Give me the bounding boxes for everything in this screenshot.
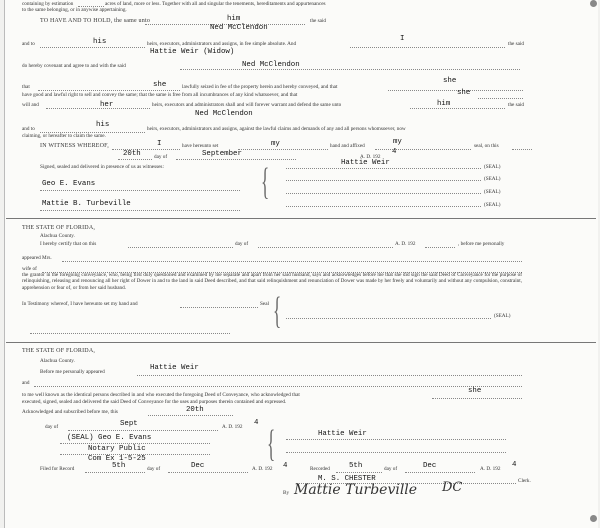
witness-2-signature: Mattie B. Turbeville xyxy=(42,200,131,208)
good-right-text: have good and lawful right to sell and convey the same; that the same is free from all incumbrances of any kind whatsoever, and that xyxy=(22,92,298,98)
that-blank xyxy=(388,90,523,91)
ack-sig-line xyxy=(286,439,506,440)
deputy-clerk-initials: DC xyxy=(442,480,463,495)
in-witness-text: IN WITNESS WHEREOF, xyxy=(40,143,109,149)
she-3: she xyxy=(457,89,471,97)
wife-sig-line xyxy=(286,318,491,319)
will-and-text: will and xyxy=(22,102,39,108)
sig-line-1 xyxy=(286,168,481,169)
ack-she: she xyxy=(468,387,482,395)
and-to-1: and to xyxy=(22,41,35,47)
sig-line-2 xyxy=(286,180,481,181)
ack-before-text: Before me personally appeared xyxy=(40,369,105,375)
ack-county: Alachua County. xyxy=(40,358,75,364)
ack-and-text: and xyxy=(22,380,30,386)
ack-sig-line-2 xyxy=(286,452,506,453)
ack-grantor-signature: Hattie Weir xyxy=(318,430,367,438)
rec-month-blank xyxy=(405,472,475,473)
and-blank xyxy=(350,47,505,48)
rec-month: Dec xyxy=(423,462,437,470)
notary-seal-signature: (SEAL) Geo E. Evans xyxy=(67,434,152,442)
notary-line-1 xyxy=(60,443,210,444)
his-2: his xyxy=(96,121,110,129)
wife-before-text: , before me personally xyxy=(458,241,505,247)
clerk-name: M. S. CHESTER xyxy=(318,475,376,483)
seal-blank xyxy=(512,149,532,150)
ack-and-blank xyxy=(34,386,522,387)
punch-hole-bottom xyxy=(590,515,597,522)
grantee-pronoun-him: him xyxy=(227,15,241,23)
punch-hole-top xyxy=(590,0,597,7)
ack-brace: { xyxy=(267,423,276,465)
filed-day-blank xyxy=(85,472,145,473)
his-blank xyxy=(40,47,145,48)
wife-seal-word: Seal xyxy=(260,301,269,307)
wife-appeared-text: appeared Mrs. xyxy=(22,255,52,261)
whatsoever-blank xyxy=(478,98,523,99)
day-of-1: day of xyxy=(154,154,168,160)
grantee-name-2: Ned McClendon xyxy=(242,61,300,69)
wife-day-of: day of xyxy=(235,241,249,247)
section-divider-2 xyxy=(6,342,596,343)
filed-year: 4 xyxy=(283,462,288,470)
notary-commission: Com Ex 1-5-25 xyxy=(88,455,146,463)
him-2: him xyxy=(437,100,451,108)
wife-name-blank xyxy=(62,261,522,262)
grantor-i-2: I xyxy=(157,140,162,148)
witness-brace: { xyxy=(261,161,270,203)
grantor-signature-1: Hattie Weir xyxy=(341,159,390,167)
grantor-i-1: I xyxy=(400,35,405,43)
signed-sealed-label: Signed, sealed and delivered in presence of us as witnesses: xyxy=(40,164,164,170)
ack-body-1: to me well known as the identical persons described in and who executed the foregoing Deed of Conveyance, who acknowledged that xyxy=(22,392,300,398)
that-1: that xyxy=(22,84,30,90)
wife-testimony-text: In Testimony whereof, I have hereunto set my hand and xyxy=(22,301,138,307)
ack-month: Sept xyxy=(120,420,138,428)
seized-text: lawfully seized in fee of the property herein and hereby conveyed, and that xyxy=(182,84,338,90)
ack-name-blank xyxy=(137,375,522,376)
filed-day-of: day of xyxy=(147,466,161,472)
claiming-text: claiming, or hereafter to claim the same. xyxy=(22,133,106,139)
clerk-label: Clerk. xyxy=(518,478,531,484)
seal-4: (SEAL) xyxy=(484,202,501,208)
wife-body-text: the grantor in the foregoing conveyance, who, being first duly questioned and examined by me separate and apart from her said husband, says and acknowledges before me that she did sign the said Deed of Conveyance for the purpose of relinquishing, releasing and renouncing all her right of Dower in and to the land in said Deed described, and that said relinquishment and renunciation of Dower was made by her freely and voluntarily and without any compulsion, constraint, apprehension or fear of, or from her said husband. xyxy=(22,272,522,291)
seal-on-this-text: seal, on this xyxy=(474,143,499,149)
ack-body-2: executed, signed, sealed and delivered the said Deed of Conveyance for the uses and purposes therein contained and expressed. xyxy=(22,399,287,405)
ack-day-of: day of xyxy=(45,424,59,430)
ack-month-blank xyxy=(68,430,218,431)
witness-line-1 xyxy=(40,190,240,191)
witness-1-signature: Geo E. Evans xyxy=(42,180,96,188)
lawful-claims-text: heirs, executors, administrators and assigns, against the lawful claims and demands of any and all persons whomsoever, now xyxy=(147,126,406,132)
wife-day-blank xyxy=(128,247,233,248)
hand-affixed-text: hand and affixed xyxy=(330,143,365,149)
deputy-clerk-signature: Mattie Turbeville xyxy=(294,482,418,498)
unto-blank-2 xyxy=(410,108,505,109)
wife-of-text: wife of xyxy=(22,266,37,272)
appertaining-text: to the same belonging, or in anywise appertaining. xyxy=(22,7,127,13)
month-blank xyxy=(176,159,296,160)
grantor-name-1: Hattie Weir (Widow) xyxy=(150,48,235,56)
warrant-text: heirs, executors and administrators shall and will forever warrant and defend the same unto xyxy=(152,102,342,108)
her-1: her xyxy=(100,101,114,109)
her-blank xyxy=(46,108,150,109)
ack-day: 20th xyxy=(186,406,204,414)
grantee-name-1: Ned McClendon xyxy=(210,24,268,32)
covenant-blank xyxy=(180,69,520,70)
my-blank-1 xyxy=(238,149,328,150)
estimation-text: containing by estimation xyxy=(22,1,74,7)
sig-line-3 xyxy=(286,193,481,194)
rec-ad: A. D. 192 xyxy=(480,466,501,472)
my-1: my xyxy=(271,140,280,148)
rec-day-blank xyxy=(336,472,382,473)
rec-year: 4 xyxy=(512,461,517,469)
ack-state: THE STATE OF FLORIDA, xyxy=(22,348,96,354)
deed-day: 20th xyxy=(123,150,141,158)
covenant-text: do hereby covenant and agree to and with the said xyxy=(22,63,126,69)
deed-month: September xyxy=(202,150,242,158)
and-to-2: and to xyxy=(22,126,35,132)
habendum-text: TO HAVE AND TO HOLD, the same unto xyxy=(40,18,151,24)
seized-blank xyxy=(38,90,180,91)
wife-month-blank xyxy=(258,247,393,248)
ack-she-blank xyxy=(432,398,522,399)
wife-state: THE STATE OF FLORIDA, xyxy=(22,225,96,231)
day-blank xyxy=(118,159,152,160)
seal-2: (SEAL) xyxy=(484,176,501,182)
wife-ad: A. D. 192 xyxy=(395,241,416,247)
ack-day-blank xyxy=(148,415,233,416)
seal-3: (SEAL) xyxy=(484,189,501,195)
wife-seal-blank xyxy=(180,307,258,308)
section-divider-1 xyxy=(6,218,596,219)
wife-certify-text: I hereby certify that on this xyxy=(40,241,97,247)
sig-line-4 xyxy=(286,206,481,207)
filed-day: 5th xyxy=(112,462,126,470)
his-1: his xyxy=(93,38,107,46)
rec-day: 5th xyxy=(349,462,363,470)
the-said-1: the said xyxy=(310,18,326,24)
wife-seal: (SEAL) xyxy=(494,313,511,319)
wife-brace: { xyxy=(273,290,282,332)
the-said-2: the said xyxy=(508,41,524,47)
wife-county: Alachua County. xyxy=(40,233,75,239)
the-said-3: the said xyxy=(508,102,524,108)
fee-simple-text: heirs, executors, administrators and assigns, in fee simple absolute. And xyxy=(147,41,297,47)
my-2: my xyxy=(393,138,402,146)
ack-year: 4 xyxy=(254,419,259,427)
ad-1: A. D. 192 xyxy=(360,154,381,160)
grantee-name-3: Ned McClendon xyxy=(195,110,253,118)
by-label: By xyxy=(283,490,290,496)
seal-1: (SEAL) xyxy=(484,164,501,170)
recorded-text: Recorded xyxy=(310,466,330,472)
my-blank-2 xyxy=(375,149,471,150)
wife-year-blank xyxy=(425,247,455,248)
filed-month: Dec xyxy=(191,462,205,470)
filed-month-blank xyxy=(168,472,248,473)
rec-day-of: day of xyxy=(384,466,398,472)
ack-subscribed-text: Acknowledged and subscribed before me, this xyxy=(22,409,118,415)
witness-line-2 xyxy=(40,210,240,211)
appurtenances-text: acres of land, more or less. Together with all and singular the tenements, hereditaments and appurtenances xyxy=(105,1,326,7)
notary-title: Notary Public xyxy=(88,445,146,453)
hereunto-set-text: have hereunto set xyxy=(182,143,219,149)
filed-text: Filed for Record xyxy=(40,466,75,472)
she-1: she xyxy=(153,81,167,89)
ack-ad: A. D. 192 xyxy=(222,424,243,430)
filed-ad: A. D. 192 xyxy=(252,466,273,472)
deed-year: 4 xyxy=(392,148,397,156)
wife-notary-line xyxy=(30,333,230,334)
she-2: she xyxy=(443,77,457,85)
ack-grantor-name: Hattie Weir xyxy=(150,364,199,372)
